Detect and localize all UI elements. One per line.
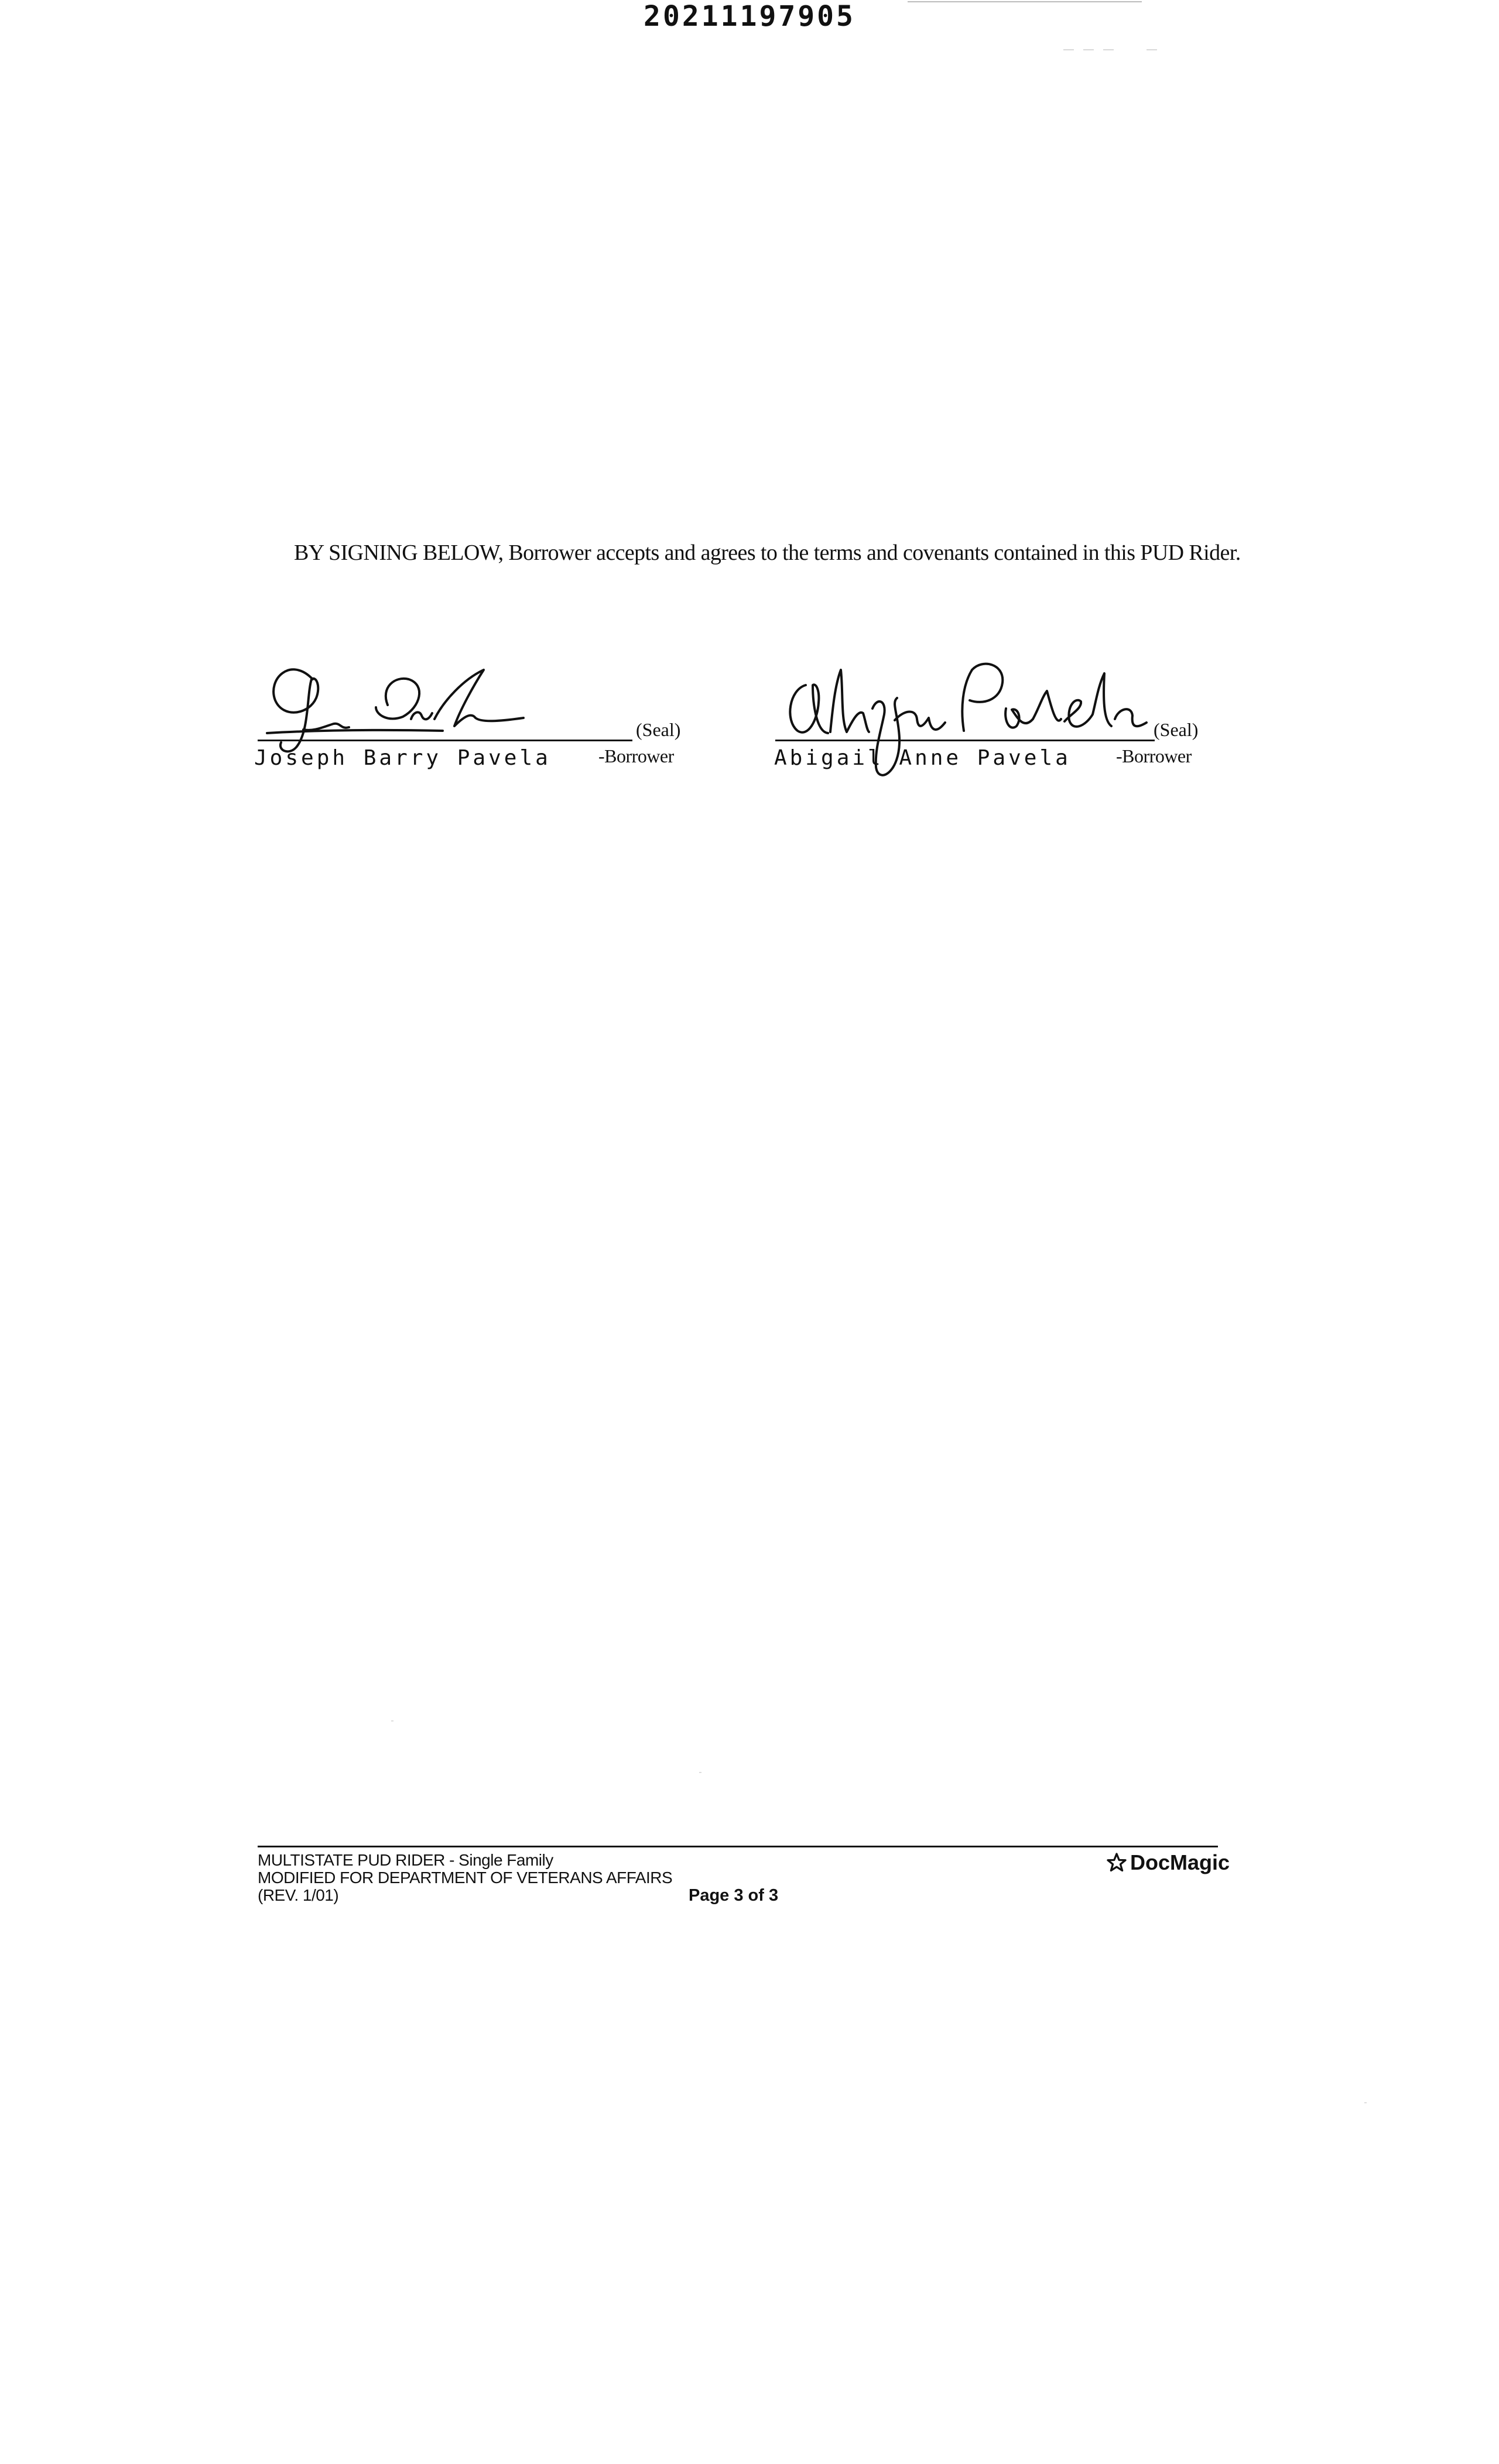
scan-speck (1364, 2102, 1367, 2103)
header-mark (1083, 49, 1094, 50)
printed-name-abigail: Abigail Anne Pavela (774, 746, 1071, 770)
form-title: MULTISTATE PUD RIDER - Single Family (258, 1851, 553, 1869)
signature-line (258, 740, 632, 741)
scan-speck (391, 1720, 393, 1722)
scan-speck (699, 1772, 701, 1773)
page-indicator: Page 3 of 3 (689, 1886, 779, 1905)
borrower-role-label: -Borrower (598, 745, 674, 766)
form-subtitle: MODIFIED FOR DEPARTMENT OF VETERANS AFFAIRS (258, 1868, 673, 1887)
form-revision: (REV. 1/01) (258, 1886, 339, 1904)
signing-statement: BY SIGNING BELOW, Borrower accepts and agrees to the terms and covenants contained in this PUD Rider. (294, 540, 1241, 565)
star-icon (1106, 1852, 1128, 1873)
header-divider (908, 1, 1142, 2)
seal-label: (Seal) (1154, 719, 1199, 740)
docmagic-brand (1106, 1850, 1230, 1875)
header-mark (1147, 49, 1157, 50)
signature-block-joseph (255, 644, 735, 779)
footer-divider (258, 1846, 1218, 1847)
signature-block-abigail (772, 644, 1252, 779)
borrower-role-label: -Borrower (1116, 745, 1192, 766)
header-mark (1063, 49, 1074, 50)
printed-name-joseph: Joseph Barry Pavela (254, 746, 551, 770)
signature-line (775, 740, 1155, 741)
document-number: 20211197905 (644, 0, 855, 33)
header-mark (1103, 49, 1114, 50)
brand-name: DocMagic (1130, 1850, 1230, 1874)
seal-label: (Seal) (636, 719, 681, 740)
